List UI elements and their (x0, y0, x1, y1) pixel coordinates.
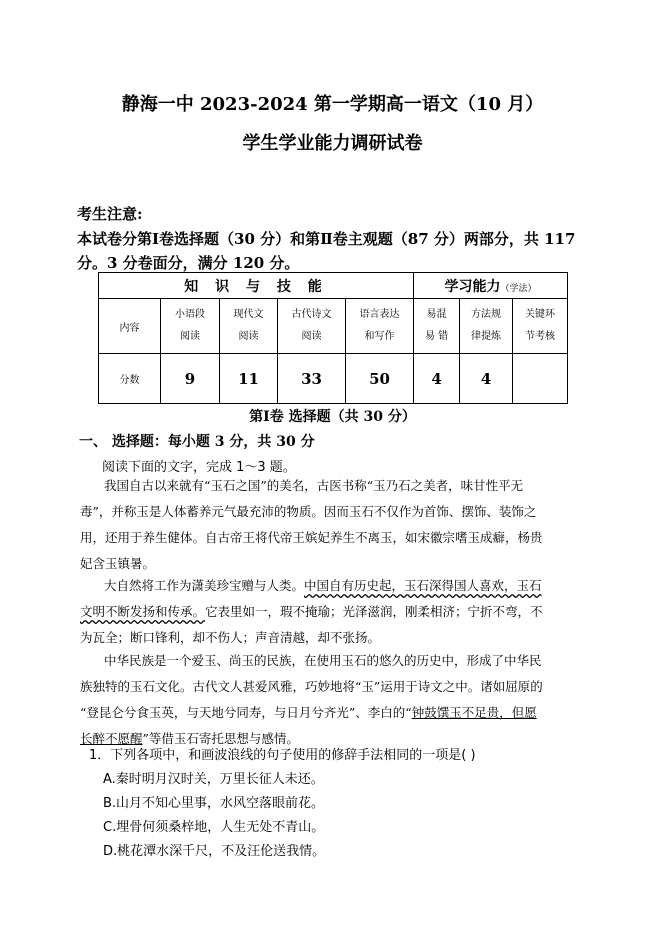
score-cell: 9 (161, 354, 220, 404)
part-heading: 一、 选择题：每小题 3 分，共 30 分 (79, 434, 315, 450)
question-1-option-b: B.山月不知心里事，水风空落眼前花。 (103, 796, 325, 811)
score-distribution-table (98, 272, 568, 404)
passage-paragraph-3: 中华民族是一个爱玉、尚玉的民族，在使用玉石的悠久的历史中，形成了中华民 族独特的玉石文化。古代文人甚爱风雅，巧妙地将“玉”运用于诗文之中。诸如屈原的 “登昆仑兮食玉英，与天地兮同寿，与日月兮齐光”、李白的“钟鼓馔玉不足贵，但愿 长醉不愿醒”等借玉石寄托思想与感情。 (80, 653, 543, 746)
exam-subtitle: 学生学业能力调研试卷 (242, 133, 423, 154)
score-cell: 4 (460, 354, 513, 404)
reading-instruction: 阅读下面的文字，完成 1～3 题。 (102, 460, 296, 475)
passage-paragraph-2: 大自然将工作为潇美珍宝赠与人类。中国自有历史起，玉石深得国人喜欢，玉石 文明不断发扬和传承。它表里如一，瑕不掩瑜；光泽滋润，刚柔相济；宁折不弯，不 为瓦全；断口锋利，却不伤人；声音清越，却不张扬。 (80, 578, 543, 645)
category-cell: 易混 易 错 (414, 299, 460, 354)
category-cell: 方法规 律提炼 (460, 299, 513, 354)
learning-ability-header: 学习能力（学法） (414, 273, 568, 299)
notice-heading: 考生注意: (77, 205, 143, 223)
content-row-label: 内容 (99, 299, 161, 354)
notice-line-1: 本试卷分第Ⅰ卷选择题（30 分）和第Ⅱ卷主观题（87 分）两部分，共 117 (77, 230, 576, 248)
score-cell: 50 (346, 354, 414, 404)
category-cell: 关键环 节考核 (513, 299, 568, 354)
score-row-label: 分数 (99, 354, 161, 404)
score-cell: 33 (278, 354, 346, 404)
category-cell: 现代文 阅读 (220, 299, 278, 354)
score-cell (513, 354, 568, 404)
exam-title: 静海一中 2023-2024 第一学期高一语文（10 月） (121, 94, 544, 115)
question-1-option-a: A.秦时明月汉时关，万里长征人未还。 (103, 772, 324, 787)
passage-paragraph-1: 我国自古以来就有“玉石之国”的美名，古医书称“玉乃石之美者，味甘性平无 毒”，并称玉是人体蓄养元气最充沛的物质。因而玉石不仅作为首饰、摆饰、装饰之 用，还用于养生健体。自古帝王将代帝王嫔妃养生不离玉，如宋徽宗嗜玉成癖，杨贵 妃含玉镇暑。 (80, 478, 543, 571)
wavy-underlined-sentence: 中国自有历史起，玉石深得国人喜欢，玉石 (304, 578, 542, 593)
category-cell: 古代诗文 阅读 (278, 299, 346, 354)
knowledge-skills-header: 知 识 与 技 能 (99, 273, 414, 299)
question-1-stem: 1．下列各项中，和画波浪线的句子使用的修辞手法相同的一项是( ) (89, 748, 476, 763)
score-cell: 4 (414, 354, 460, 404)
category-cell: 小语段 阅读 (161, 299, 220, 354)
question-1-option-d: D.桃花潭水深千尺，不及汪伦送我情。 (103, 844, 326, 859)
notice-line-2: 分。3 分卷面分，满分 120 分。 (77, 254, 300, 272)
underlined-quote: 长醉不愿醒 (80, 731, 143, 746)
section-title: 第Ⅰ卷 选择题（共 30 分） (249, 409, 416, 425)
question-1-option-c: C.埋骨何须桑梓地，人生无处不青山。 (103, 820, 325, 835)
wavy-underlined-sentence: 文明不断发扬和传承。 (80, 604, 206, 619)
score-cell: 11 (220, 354, 278, 404)
category-cell: 语言表达 和写作 (346, 299, 414, 354)
underlined-quote: 钟鼓馔玉不足贵，但愿 (411, 705, 537, 720)
